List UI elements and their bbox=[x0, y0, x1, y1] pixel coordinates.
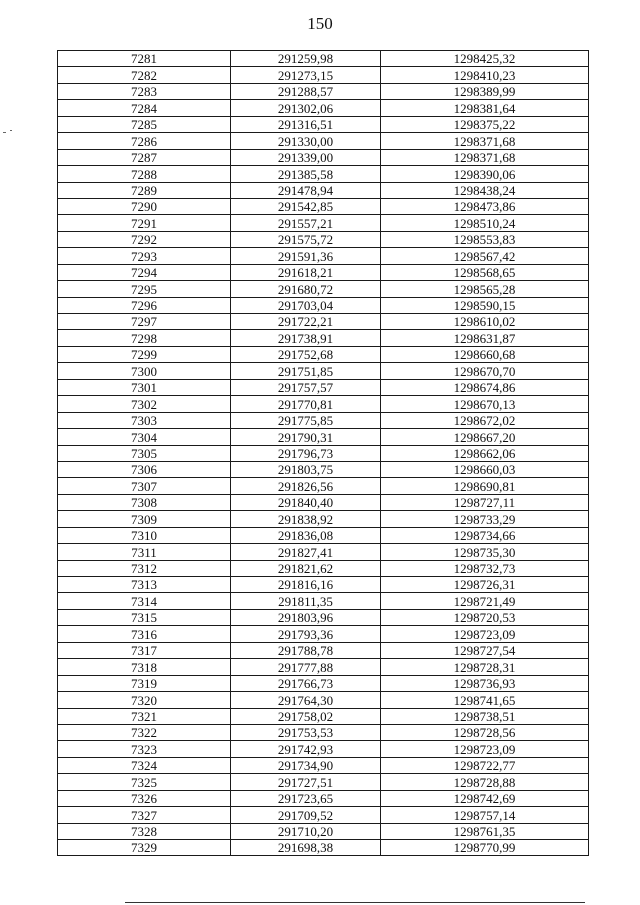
x-coordinate-cell: 291273,15 bbox=[231, 67, 381, 83]
y-coordinate-cell: 1298410,23 bbox=[381, 67, 589, 83]
x-coordinate-cell: 291742,93 bbox=[231, 741, 381, 757]
y-coordinate-cell: 1298565,28 bbox=[381, 281, 589, 297]
x-coordinate-cell: 291542,85 bbox=[231, 198, 381, 214]
x-coordinate-cell: 291803,75 bbox=[231, 461, 381, 477]
point-number-cell: 7328 bbox=[58, 823, 231, 839]
y-coordinate-cell: 1298722,77 bbox=[381, 757, 589, 773]
y-coordinate-cell: 1298720,53 bbox=[381, 609, 589, 625]
y-coordinate-cell: 1298425,32 bbox=[381, 51, 589, 67]
table-row bbox=[58, 116, 589, 132]
table-row bbox=[58, 593, 589, 609]
point-number-cell: 7285 bbox=[58, 116, 231, 132]
point-number-cell: 7309 bbox=[58, 511, 231, 527]
point-number-cell: 7297 bbox=[58, 314, 231, 330]
y-coordinate-cell: 1298735,30 bbox=[381, 544, 589, 560]
point-number-cell: 7296 bbox=[58, 297, 231, 313]
x-coordinate-cell: 291618,21 bbox=[231, 264, 381, 280]
point-number-cell: 7281 bbox=[58, 51, 231, 67]
point-number-cell: 7320 bbox=[58, 692, 231, 708]
table-row bbox=[58, 527, 589, 543]
table-row bbox=[58, 83, 589, 99]
x-coordinate-cell: 291339,00 bbox=[231, 149, 381, 165]
point-number-cell: 7312 bbox=[58, 560, 231, 576]
y-coordinate-cell: 1298660,03 bbox=[381, 461, 589, 477]
point-number-cell: 7321 bbox=[58, 708, 231, 724]
table-row bbox=[58, 609, 589, 625]
x-coordinate-cell: 291680,72 bbox=[231, 281, 381, 297]
x-coordinate-cell: 291316,51 bbox=[231, 116, 381, 132]
x-coordinate-cell: 291827,41 bbox=[231, 544, 381, 560]
x-coordinate-cell: 291591,36 bbox=[231, 248, 381, 264]
x-coordinate-cell: 291758,02 bbox=[231, 708, 381, 724]
x-coordinate-cell: 291302,06 bbox=[231, 100, 381, 116]
y-coordinate-cell: 1298761,35 bbox=[381, 823, 589, 839]
point-number-cell: 7289 bbox=[58, 182, 231, 198]
y-coordinate-cell: 1298510,24 bbox=[381, 215, 589, 231]
x-coordinate-cell: 291575,72 bbox=[231, 231, 381, 247]
x-coordinate-cell: 291723,65 bbox=[231, 790, 381, 806]
point-number-cell: 7286 bbox=[58, 133, 231, 149]
x-coordinate-cell: 291757,57 bbox=[231, 379, 381, 395]
point-number-cell: 7307 bbox=[58, 478, 231, 494]
x-coordinate-cell: 291727,51 bbox=[231, 774, 381, 790]
point-number-cell: 7313 bbox=[58, 577, 231, 593]
point-number-cell: 7304 bbox=[58, 429, 231, 445]
x-coordinate-cell: 291821,62 bbox=[231, 560, 381, 576]
table-row bbox=[58, 494, 589, 510]
table-row bbox=[58, 757, 589, 773]
x-coordinate-cell: 291288,57 bbox=[231, 83, 381, 99]
point-number-cell: 7319 bbox=[58, 675, 231, 691]
coordinates-table bbox=[57, 50, 589, 856]
scan-speck bbox=[10, 130, 12, 131]
table-row bbox=[58, 248, 589, 264]
point-number-cell: 7305 bbox=[58, 445, 231, 461]
table-row bbox=[58, 807, 589, 823]
table-row bbox=[58, 281, 589, 297]
point-number-cell: 7300 bbox=[58, 363, 231, 379]
point-number-cell: 7293 bbox=[58, 248, 231, 264]
y-coordinate-cell: 1298473,86 bbox=[381, 198, 589, 214]
y-coordinate-cell: 1298741,65 bbox=[381, 692, 589, 708]
y-coordinate-cell: 1298590,15 bbox=[381, 297, 589, 313]
table-row bbox=[58, 297, 589, 313]
point-number-cell: 7299 bbox=[58, 346, 231, 362]
x-coordinate-cell: 291777,88 bbox=[231, 659, 381, 675]
table-row bbox=[58, 429, 589, 445]
point-number-cell: 7310 bbox=[58, 527, 231, 543]
table-row bbox=[58, 330, 589, 346]
table-row bbox=[58, 264, 589, 280]
y-coordinate-cell: 1298728,56 bbox=[381, 724, 589, 740]
x-coordinate-cell: 291838,92 bbox=[231, 511, 381, 527]
y-coordinate-cell: 1298726,31 bbox=[381, 577, 589, 593]
table-row bbox=[58, 790, 589, 806]
x-coordinate-cell: 291751,85 bbox=[231, 363, 381, 379]
point-number-cell: 7325 bbox=[58, 774, 231, 790]
x-coordinate-cell: 291836,08 bbox=[231, 527, 381, 543]
y-coordinate-cell: 1298375,22 bbox=[381, 116, 589, 132]
y-coordinate-cell: 1298732,73 bbox=[381, 560, 589, 576]
point-number-cell: 7282 bbox=[58, 67, 231, 83]
table-row bbox=[58, 445, 589, 461]
table-row bbox=[58, 741, 589, 757]
y-coordinate-cell: 1298721,49 bbox=[381, 593, 589, 609]
y-coordinate-cell: 1298727,11 bbox=[381, 494, 589, 510]
x-coordinate-cell: 291722,21 bbox=[231, 314, 381, 330]
table-row bbox=[58, 675, 589, 691]
y-coordinate-cell: 1298670,70 bbox=[381, 363, 589, 379]
x-coordinate-cell: 291793,36 bbox=[231, 626, 381, 642]
x-coordinate-cell: 291703,04 bbox=[231, 297, 381, 313]
table-row bbox=[58, 346, 589, 362]
x-coordinate-cell: 291766,73 bbox=[231, 675, 381, 691]
table-row bbox=[58, 659, 589, 675]
table-row bbox=[58, 774, 589, 790]
y-coordinate-cell: 1298736,93 bbox=[381, 675, 589, 691]
x-coordinate-cell: 291710,20 bbox=[231, 823, 381, 839]
table-row bbox=[58, 560, 589, 576]
point-number-cell: 7301 bbox=[58, 379, 231, 395]
y-coordinate-cell: 1298662,06 bbox=[381, 445, 589, 461]
x-coordinate-cell: 291826,56 bbox=[231, 478, 381, 494]
x-coordinate-cell: 291698,38 bbox=[231, 840, 381, 856]
table-row bbox=[58, 396, 589, 412]
y-coordinate-cell: 1298553,83 bbox=[381, 231, 589, 247]
point-number-cell: 7317 bbox=[58, 642, 231, 658]
y-coordinate-cell: 1298728,31 bbox=[381, 659, 589, 675]
x-coordinate-cell: 291709,52 bbox=[231, 807, 381, 823]
point-number-cell: 7316 bbox=[58, 626, 231, 642]
point-number-cell: 7314 bbox=[58, 593, 231, 609]
point-number-cell: 7326 bbox=[58, 790, 231, 806]
y-coordinate-cell: 1298770,99 bbox=[381, 840, 589, 856]
point-number-cell: 7308 bbox=[58, 494, 231, 510]
y-coordinate-cell: 1298733,29 bbox=[381, 511, 589, 527]
y-coordinate-cell: 1298723,09 bbox=[381, 741, 589, 757]
y-coordinate-cell: 1298674,86 bbox=[381, 379, 589, 395]
point-number-cell: 7315 bbox=[58, 609, 231, 625]
point-number-cell: 7306 bbox=[58, 461, 231, 477]
x-coordinate-cell: 291752,68 bbox=[231, 346, 381, 362]
y-coordinate-cell: 1298371,68 bbox=[381, 149, 589, 165]
y-coordinate-cell: 1298371,68 bbox=[381, 133, 589, 149]
table-row bbox=[58, 67, 589, 83]
point-number-cell: 7322 bbox=[58, 724, 231, 740]
point-number-cell: 7303 bbox=[58, 412, 231, 428]
table-row bbox=[58, 166, 589, 182]
table-row bbox=[58, 363, 589, 379]
point-number-cell: 7298 bbox=[58, 330, 231, 346]
y-coordinate-cell: 1298438,24 bbox=[381, 182, 589, 198]
point-number-cell: 7292 bbox=[58, 231, 231, 247]
point-number-cell: 7323 bbox=[58, 741, 231, 757]
point-number-cell: 7288 bbox=[58, 166, 231, 182]
table-row bbox=[58, 692, 589, 708]
table-row bbox=[58, 461, 589, 477]
coordinates-table-body bbox=[58, 51, 589, 856]
x-coordinate-cell: 291557,21 bbox=[231, 215, 381, 231]
table-row bbox=[58, 182, 589, 198]
y-coordinate-cell: 1298672,02 bbox=[381, 412, 589, 428]
x-coordinate-cell: 291734,90 bbox=[231, 757, 381, 773]
y-coordinate-cell: 1298610,02 bbox=[381, 314, 589, 330]
point-number-cell: 7291 bbox=[58, 215, 231, 231]
table-row bbox=[58, 823, 589, 839]
point-number-cell: 7311 bbox=[58, 544, 231, 560]
table-row bbox=[58, 51, 589, 67]
table-row bbox=[58, 149, 589, 165]
x-coordinate-cell: 291816,16 bbox=[231, 577, 381, 593]
point-number-cell: 7302 bbox=[58, 396, 231, 412]
point-number-cell: 7283 bbox=[58, 83, 231, 99]
y-coordinate-cell: 1298390,06 bbox=[381, 166, 589, 182]
table-row bbox=[58, 100, 589, 116]
point-number-cell: 7329 bbox=[58, 840, 231, 856]
table-row bbox=[58, 478, 589, 494]
x-coordinate-cell: 291840,40 bbox=[231, 494, 381, 510]
table-row bbox=[58, 379, 589, 395]
y-coordinate-cell: 1298728,88 bbox=[381, 774, 589, 790]
table-row bbox=[58, 724, 589, 740]
point-number-cell: 7294 bbox=[58, 264, 231, 280]
y-coordinate-cell: 1298567,42 bbox=[381, 248, 589, 264]
y-coordinate-cell: 1298757,14 bbox=[381, 807, 589, 823]
table-row bbox=[58, 626, 589, 642]
x-coordinate-cell: 291788,78 bbox=[231, 642, 381, 658]
table-row bbox=[58, 708, 589, 724]
point-number-cell: 7318 bbox=[58, 659, 231, 675]
x-coordinate-cell: 291478,94 bbox=[231, 182, 381, 198]
table-row bbox=[58, 577, 589, 593]
x-coordinate-cell: 291259,98 bbox=[231, 51, 381, 67]
y-coordinate-cell: 1298568,65 bbox=[381, 264, 589, 280]
x-coordinate-cell: 291764,30 bbox=[231, 692, 381, 708]
x-coordinate-cell: 291385,58 bbox=[231, 166, 381, 182]
table-row bbox=[58, 133, 589, 149]
x-coordinate-cell: 291790,31 bbox=[231, 429, 381, 445]
scan-speck bbox=[3, 132, 6, 133]
y-coordinate-cell: 1298670,13 bbox=[381, 396, 589, 412]
x-coordinate-cell: 291770,81 bbox=[231, 396, 381, 412]
y-coordinate-cell: 1298742,69 bbox=[381, 790, 589, 806]
point-number-cell: 7324 bbox=[58, 757, 231, 773]
point-number-cell: 7290 bbox=[58, 198, 231, 214]
x-coordinate-cell: 291330,00 bbox=[231, 133, 381, 149]
table-row bbox=[58, 412, 589, 428]
table-row bbox=[58, 231, 589, 247]
x-coordinate-cell: 291753,53 bbox=[231, 724, 381, 740]
x-coordinate-cell: 291811,35 bbox=[231, 593, 381, 609]
point-number-cell: 7327 bbox=[58, 807, 231, 823]
y-coordinate-cell: 1298738,51 bbox=[381, 708, 589, 724]
point-number-cell: 7287 bbox=[58, 149, 231, 165]
table-row bbox=[58, 511, 589, 527]
page-number: 150 bbox=[307, 14, 333, 33]
x-coordinate-cell: 291775,85 bbox=[231, 412, 381, 428]
y-coordinate-cell: 1298667,20 bbox=[381, 429, 589, 445]
table-row bbox=[58, 198, 589, 214]
y-coordinate-cell: 1298690,81 bbox=[381, 478, 589, 494]
y-coordinate-cell: 1298389,99 bbox=[381, 83, 589, 99]
y-coordinate-cell: 1298727,54 bbox=[381, 642, 589, 658]
y-coordinate-cell: 1298723,09 bbox=[381, 626, 589, 642]
x-coordinate-cell: 291796,73 bbox=[231, 445, 381, 461]
y-coordinate-cell: 1298660,68 bbox=[381, 346, 589, 362]
table-row bbox=[58, 314, 589, 330]
table-row bbox=[58, 642, 589, 658]
y-coordinate-cell: 1298631,87 bbox=[381, 330, 589, 346]
y-coordinate-cell: 1298734,66 bbox=[381, 527, 589, 543]
table-row bbox=[58, 840, 589, 856]
table-row bbox=[58, 215, 589, 231]
table-row bbox=[58, 544, 589, 560]
x-coordinate-cell: 291738,91 bbox=[231, 330, 381, 346]
point-number-cell: 7295 bbox=[58, 281, 231, 297]
y-coordinate-cell: 1298381,64 bbox=[381, 100, 589, 116]
scan-bottom-line bbox=[125, 902, 585, 903]
x-coordinate-cell: 291803,96 bbox=[231, 609, 381, 625]
point-number-cell: 7284 bbox=[58, 100, 231, 116]
